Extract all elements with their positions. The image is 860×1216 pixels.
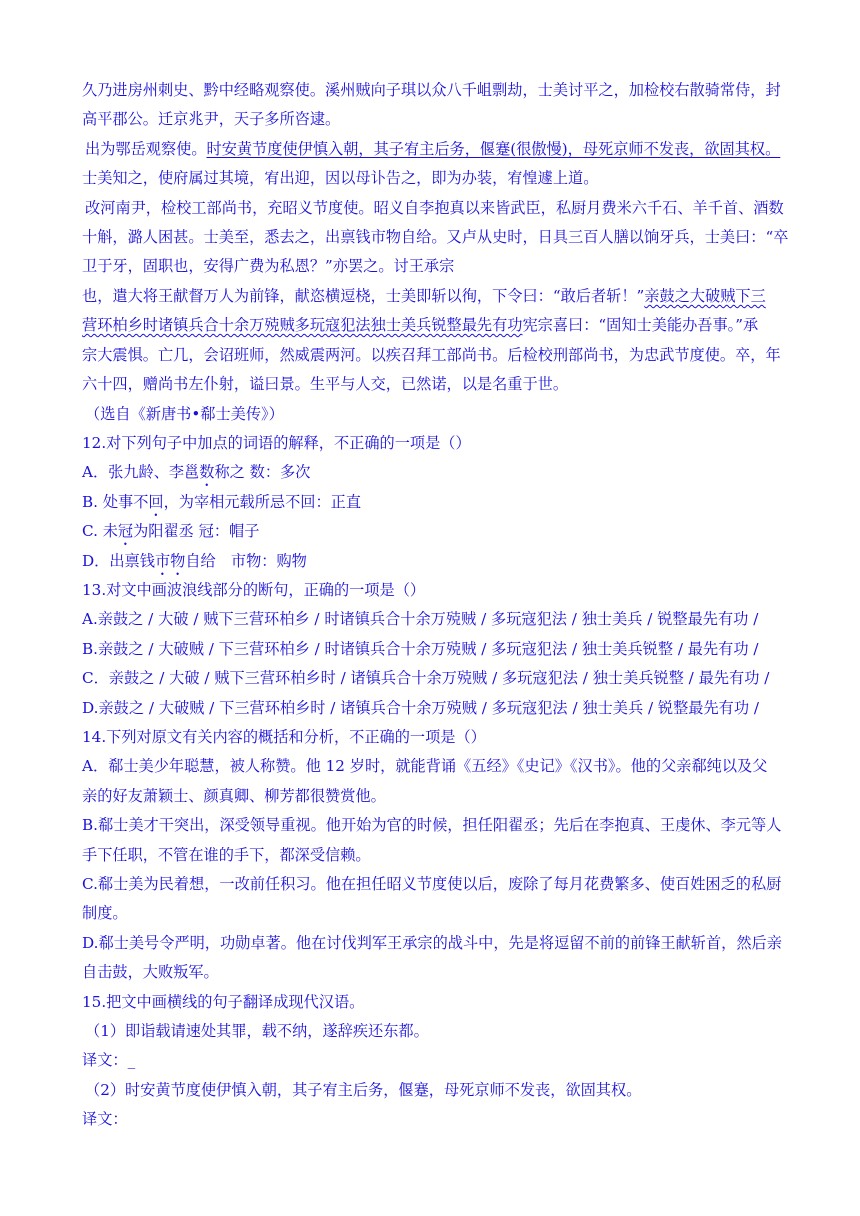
passage-line: 卫于牙，固职也，安得广费为私恩？”亦罢之。讨王承宗 [82, 257, 455, 275]
q12-option-c [82, 520, 259, 549]
question-12-stem: 12.对下列句子中加点的词语的解释，不正确的一项是（） [82, 434, 471, 452]
translation-label: 译文： [82, 1110, 128, 1128]
question-13-stem: 13.对文中画波浪线部分的断句，正确的一项是（） [82, 581, 426, 599]
answer-blank[interactable]: _ [127, 1051, 136, 1069]
q13-option-c: C．亲鼓之 / 大破 / 贼下三营环柏乡时 / 诸镇兵合十余万殑贼 / 多玩寇犯法 / 独士美兵锐整 / 最先有功 / [82, 669, 770, 687]
q13-option-d: D.亲鼓之 / 大破贼 / 下三营环柏乡时 / 诸镇兵合十余万殑贼 / 多玩寇犯法 / 独士美兵 / 锐整最先有功 / [82, 699, 759, 717]
option-text: 为阳翟丞 冠：帽子 [133, 522, 260, 540]
q14-option-d-cont: 自击鼓，大败叛军。 [82, 963, 219, 981]
passage-text: 宪宗喜曰：“固知士美能办吾事。”承 [522, 316, 759, 334]
passage-line: 士美知之，使府属过其境，宥出迎，因以母讣告之，即为办装，宥惶遽上道。 [82, 169, 599, 187]
option-text: A．张九龄、李邕 [82, 463, 200, 481]
option-text: 自给 市物：购物 [185, 552, 307, 570]
passage-line: 改河南尹，检校工部尚书，充昭义节度使。昭义自李抱真以来皆武臣，私厨月费米六千石、羊千首、酒数 [85, 199, 784, 217]
option-text: 称之 数：多次 [214, 463, 311, 481]
dotted-word: 市物 [154, 552, 186, 570]
q14-option-a-cont: 亲的好友萧颖士、颜真卿、柳芳都很赞赏他。 [82, 787, 386, 805]
passage-source: （选自《新唐书•郗士美传》） [85, 405, 284, 423]
q14-option-b: B.郗士美才干突出，深受领导重视。他开始为官的时候，担任阳翟丞；先后在李抱真、王虔休、李元等人 [82, 816, 782, 834]
q12-option-a [82, 461, 310, 490]
dotted-word: 数 [199, 463, 215, 481]
passage-line [82, 314, 758, 336]
wavy-underlined-text: 亲鼓之大破贼下三 [644, 287, 766, 305]
option-text: C. 未 [82, 522, 118, 540]
passage-text: 也，遣大将王献督万人为前锋，献恣横逗桡，士美即斩以徇，下令曰：“敢后者斩！” [82, 287, 645, 305]
q14-option-c-cont: 制度。 [82, 904, 128, 922]
option-text: ，为宰相元载所忌不回：正直 [163, 493, 362, 511]
q12-option-b [82, 491, 361, 520]
q14-option-c: C.郗士美为民着想，一改前任积习。他在担任昭义节度使以后，废除了每月花费繁多、使百姓困乏的私厨 [82, 875, 782, 893]
passage-line [82, 285, 766, 307]
q15-translation-2 [82, 1108, 128, 1130]
dotted-word: 冠 [117, 522, 134, 540]
q15-translation-1 [82, 1049, 135, 1071]
passage-line: 宗大震惧。亡几，会诏班师，然威震两河。以疾召拜工部尚书。后检校刑部尚书，为忠武节度使。卒，年 [82, 346, 781, 364]
passage-line [85, 138, 780, 160]
option-text: D．出禀钱 [82, 552, 155, 570]
q15-sentence-2: （2）时安黄节度使伊慎入朝，其子宥主后务，偃蹇，母死京师不发丧，欲固其权。 [85, 1081, 642, 1099]
passage-line: 久乃进房州刺史、黔中经略观察使。溪州贼向子琪以众八千岨剽劫，士美讨平之，加检校右散骑常侍，封 [82, 81, 781, 99]
q15-sentence-1: （1）即诣载请速处其罪，载不纳，遂辞疾还东都。 [85, 1022, 429, 1040]
q14-option-b-cont: 手下任职，不管在谁的手下，都深受信赖。 [82, 846, 371, 864]
option-text: B. 处事不 [82, 493, 149, 511]
q14-option-d: D.郗士美号令严明，功勋卓著。他在讨伐判军王承宗的战斗中，先是将逗留不前的前锋王献斩首，然后亲 [82, 934, 782, 952]
translation-label: 译文： [82, 1051, 128, 1069]
passage-line: 十斛，潞人困甚。士美至，悉去之，出禀钱市物自给。又卢从史时，日具三百人膳以饷牙兵，士美曰：“卒 [82, 228, 789, 246]
question-15-stem: 15.把文中画横线的句子翻译成现代汉语。 [82, 993, 365, 1011]
underlined-sentence: 时安黄节度使伊慎入朝，其子宥主后务，偃蹇(很傲慢)，母死京师不发丧，欲固其权。 [206, 140, 781, 158]
wavy-underlined-text: 营环柏乡时诸镇兵合十余万殑贼多玩寇犯法独士美兵锐整最先有功 [82, 316, 523, 334]
q12-option-d [82, 550, 307, 579]
q13-option-b: B.亲鼓之 / 大破贼 / 下三营环柏乡 / 时诸镇兵合十余万殑贼 / 多玩寇犯法 / 独士美兵锐整 / 最先有功 / [82, 640, 759, 658]
q13-option-a: A.亲鼓之 / 大破 / 贼下三营环柏乡 / 时诸镇兵合十余万殑贼 / 多玩寇犯法 / 独士美兵 / 锐整最先有功 / [82, 610, 759, 628]
passage-text: 出为鄂岳观察使。 [85, 140, 207, 158]
question-14-stem: 14.下列对原文有关内容的概括和分析，不正确的一项是（） [82, 728, 486, 746]
q14-option-a: A．郗士美少年聪慧，被人称赞。他 12 岁时，就能背诵《五经》《史记》《汉书》。他的父亲郗纯以及父 [82, 757, 768, 775]
passage-line: 高平郡公。迁京兆尹，天子多所咨逮。 [82, 110, 341, 128]
passage-line: 六十四，赠尚书左仆射，谥曰景。生平与人交，已然诺，以是名重于世。 [82, 375, 568, 393]
dotted-word: 回 [148, 493, 164, 511]
